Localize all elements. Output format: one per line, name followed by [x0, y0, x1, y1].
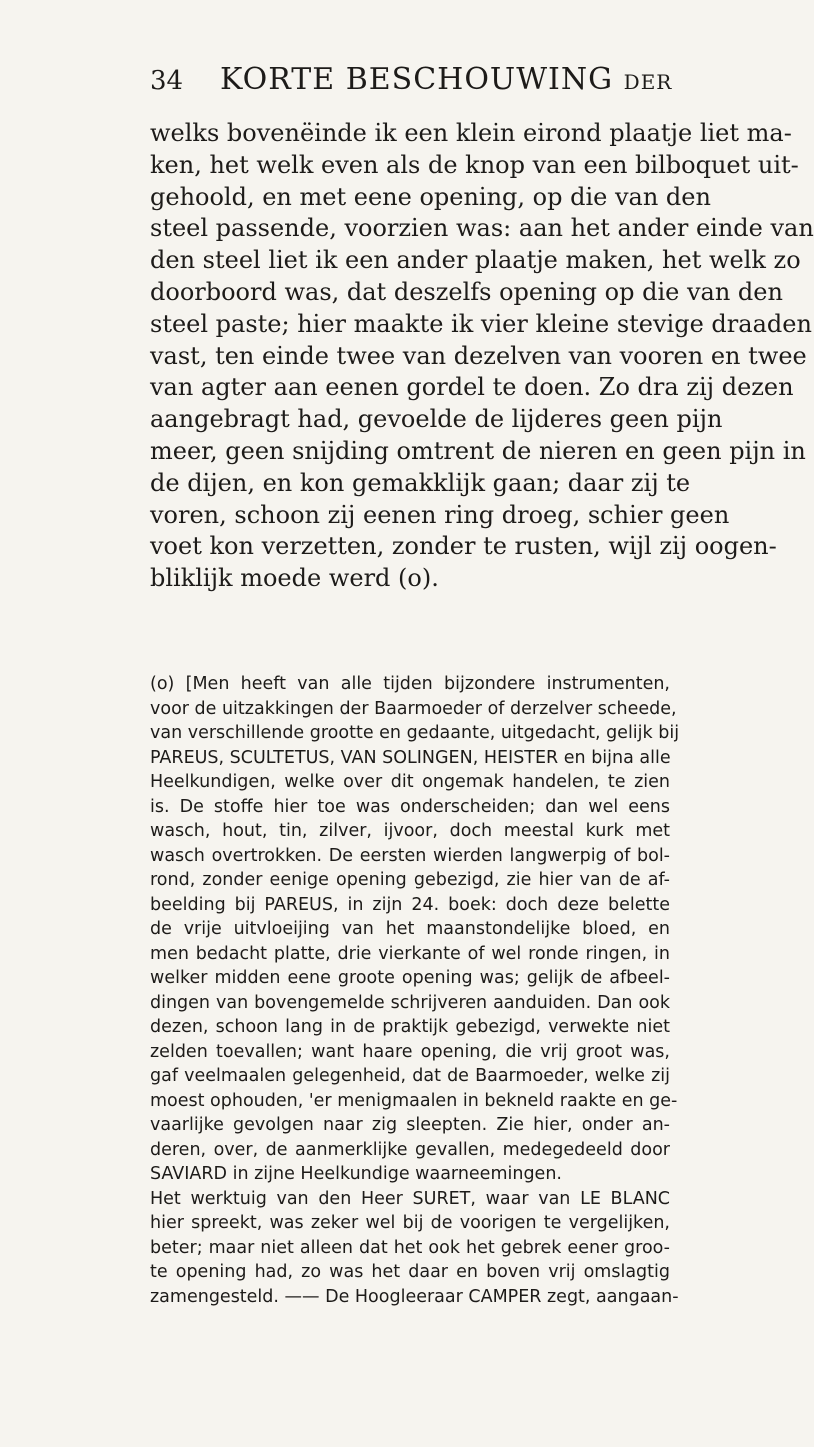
footnote-line: PAREUS, SCULTETUS, VAN SOLINGEN, HEISTER en bijna alle [150, 747, 671, 768]
text-line: steel passende, voorzien was: aan het ander einde van [150, 214, 814, 243]
text-line: gehoold, en met eene opening, op die van den [150, 182, 711, 211]
main-text [150, 118, 814, 595]
footnote-line: is. De stoffe hier toe was onderscheiden; dan wel eens [150, 796, 670, 817]
running-title-main: KORTE BESCHOUWING [220, 62, 614, 97]
footnote-line: (o) [Men heeft van alle tijden bijzondere instrumenten, [150, 674, 670, 694]
footnote-line: gaf veelmaalen gelegenheid, dat de Baarmoeder, welke zij [150, 1066, 670, 1086]
text-line: steel paste; hier maakte ik vier kleine stevige draaden [150, 309, 812, 338]
text-line: bliklijk moede werd (o). [150, 564, 439, 593]
footnote-line: welker midden eene groote opening was; gelijk de afbeel- [150, 968, 670, 988]
footnote-line: hier spreekt, was zeker wel bij de voorigen te vergelijken, [150, 1213, 670, 1233]
footnote-line: dingen van bovengemelde schrijveren aanduiden. Dan ook [150, 992, 670, 1013]
footnote [150, 672, 680, 1309]
text-line: welks bovenëinde ik een klein eirond plaatje liet ma- [150, 119, 792, 147]
footnote-line: zamengesteld. —— De Hoogleeraar CAMPER zegt, aangaan- [150, 1286, 679, 1307]
text-line: ken, het welk even als de knop van een bilboquet uit- [150, 150, 799, 179]
footnote-line: Heelkundigen, welke over dit ongemak handelen, te zien [150, 772, 670, 792]
footnote-line: men bedacht platte, drie vierkante of wel ronde ringen, in [150, 943, 670, 964]
running-title [220, 62, 672, 97]
text-line: de dijen, en kon gemakklijk gaan; daar zij te [150, 468, 691, 497]
footnote-line: wasch overtrokken. De eersten wierden langwerpig of bol- [150, 845, 670, 866]
text-line: aangebragt had, gevoelde de lijderes geen pijn [150, 405, 723, 434]
footnote-line: zelden toevallen; want haare opening, die vrij groot was, [150, 1041, 670, 1062]
text-line: vast, ten einde twee van dezelven van vooren en twee [150, 341, 807, 370]
page-number: 34 [150, 66, 184, 96]
footnote-line: te opening had, zo was het daar en boven vrij omslagtig [150, 1262, 670, 1282]
footnote-line: van verschillende grootte en gedaante, uitgedacht, gelijk bij [150, 723, 680, 743]
text-line: voren, schoon zij eenen ring droeg, schier geen [150, 500, 730, 529]
text-line: meer, geen snijding omtrent de nieren en geen pijn in [150, 436, 806, 465]
footnote-line: moest ophouden, 'er menigmaalen in bekneld raakte en ge- [150, 1090, 678, 1111]
footnote-line: beter; maar niet alleen dat het ook het gebrek eener groo- [150, 1237, 670, 1258]
footnote-line: beelding bij PAREUS, in zijn 24. boek: doch deze belette [150, 894, 670, 915]
footnote-line: deren, over, de aanmerklijke gevallen, medegedeeld door [150, 1139, 670, 1160]
running-title-small: DER [623, 70, 673, 94]
footnote-line: Het werktuig van den Heer SURET, waar van LE BLANC [150, 1188, 670, 1209]
text-line: voet kon verzetten, zonder te rusten, wijl zij oogen- [150, 532, 777, 561]
footnote-line: vaarlijke gevolgen naar zig sleepten. Zie hier, onder an- [150, 1115, 670, 1135]
footnote-line: SAVIARD in zijne Heelkundige waarneemingen. [150, 1164, 562, 1184]
text-line: van agter aan eenen gordel te doen. Zo dra zij dezen [150, 373, 794, 402]
footnote-line: wasch, hout, tin, zilver, ijvoor, doch meestal kurk met [150, 821, 670, 841]
footnote-line: de vrije uitvloeijing van het maanstondelijke bloed, en [150, 919, 670, 939]
footnote-line: rond, zonder eenige opening gebezigd, zie hier van de af- [150, 870, 670, 890]
footnote-line: voor de uitzakkingen der Baarmoeder of derzelver scheede, [150, 698, 677, 719]
running-head [150, 62, 673, 98]
text-line: doorboord was, dat deszelfs opening op die van den [150, 277, 783, 306]
text-line: den steel liet ik een ander plaatje maken, het welk zo [150, 246, 801, 275]
footnote-line: dezen, schoon lang in de praktijk gebezigd, verwekte niet [150, 1017, 670, 1037]
